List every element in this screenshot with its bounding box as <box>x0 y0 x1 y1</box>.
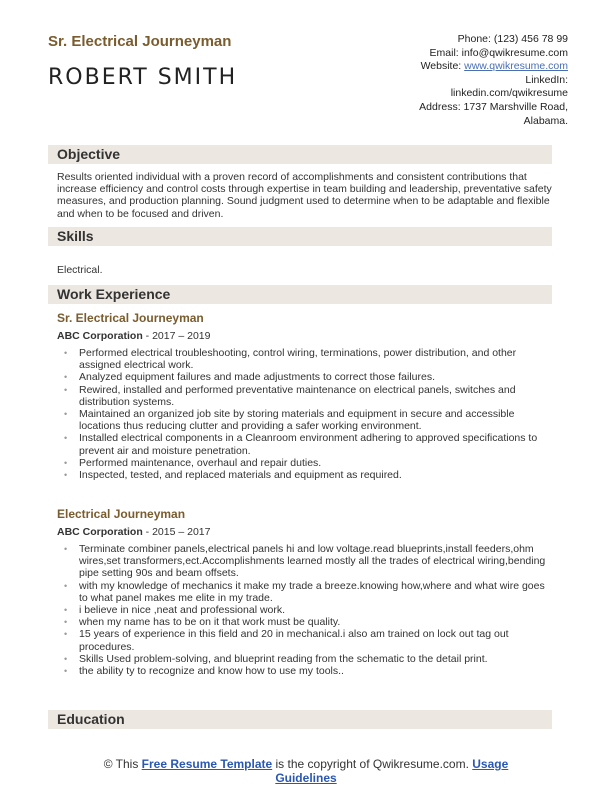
job-2-bullet-6: • Skills Used problem-solving, and blueprint reading from the schematic to the detail print. <box>57 653 552 665</box>
job-2-bullet-3: • i believe in nice ,neat and professional work. <box>57 604 552 616</box>
job-2-bullet-7: • the ability ty to recognize and know how to use my tools.. <box>57 665 552 677</box>
contact-address-line1: Address: 1737 Marshville Road, <box>419 100 568 113</box>
education-heading: Education <box>57 711 125 727</box>
job-2-bullet-4: • when my name has to be on it that work must be quality. <box>57 616 552 628</box>
job-1-bullet-6: • Performed maintenance, overhaul and repair duties. <box>57 457 552 469</box>
work-experience-section-header <box>48 285 552 304</box>
job-2-bullet-2: • with my knowledge of mechanics it make my trade a breeze.knowing how,where and what wire goes to what panel makes me elite in my trade. <box>57 580 552 604</box>
footer-prefix: © This <box>103 757 142 771</box>
objective-heading: Objective <box>57 146 121 162</box>
job-1-company: ABC Corporation <box>57 330 143 342</box>
work-experience-heading: Work Experience <box>57 286 171 302</box>
job-2-bullet-5: • 15 years of experience in this field and 20 in mechanical.i also am trained on lock out tag out procedures. <box>57 628 552 652</box>
job-2-bullets <box>57 543 552 677</box>
job-1-title: Sr. Electrical Journeyman <box>57 311 204 325</box>
job-1-bullets <box>57 347 552 481</box>
contact-email: Email: info@qwikresume.com <box>429 46 568 59</box>
footer-middle: is the copyright of Qwikresume.com. <box>272 757 473 771</box>
job-1-bullet-4: • Maintained an organized job site by storing materials and equipment in secure and accessible locations thus reducing clutter and providing a safer working environment. <box>57 408 552 432</box>
contact-phone: Phone: (123) 456 78 99 <box>457 33 568 45</box>
job-1-bullet-1: • Performed electrical troubleshooting, control wiring, terminations, power distribution, and other assigned electrical work. <box>57 347 552 371</box>
usage-link[interactable]: Usage <box>472 757 509 771</box>
candidate-name: ROBERT SMITH <box>48 65 238 90</box>
header-job-title: Sr. Electrical Journeyman <box>48 33 232 50</box>
job-1-bullet-7: • Inspected, tested, and replaced materials and equipment as required. <box>57 469 552 481</box>
contact-address-line2: Alabama. <box>523 114 568 127</box>
free-resume-template-link[interactable]: Free Resume Template <box>141 757 273 771</box>
job-1-bullet-2: • Analyzed equipment failures and made adjustments to correct those failures. <box>57 371 552 383</box>
objective-section-header <box>48 145 552 164</box>
job-1-bullet-3: • Rewired, installed and performed preventative maintenance on electrical panels, switches and distribution systems. <box>57 384 552 408</box>
job-2-bullet-1: • Terminate combiner panels,electrical panels hi and low voltage.read blueprints,install feeders,ohm wires,set transformers,ect.Accomplishments learned mostly all the trades of electrical wiring,bending pipe setting 90s and beam offsets. <box>57 543 552 580</box>
contact-linkedin-value: linkedin.com/qwikresume <box>450 87 568 100</box>
skills-section-header <box>48 227 552 246</box>
copyright-footer <box>0 757 612 785</box>
website-link[interactable]: www.qwikresume.com <box>464 60 568 73</box>
objective-text: Results oriented individual with a proven record of accomplishments and consistent contributions that increase efficiency and control costs through expertise in team building and leadership, preventative safety measures, and production planning. Sound judgment used to determine when to be adaptable and flexible and when to be focused and driven. <box>57 171 552 220</box>
job-1-dates: - 2017 – 2019 <box>142 330 211 342</box>
job-2-dates: - 2015 – 2017 <box>142 526 211 538</box>
job-2-title: Electrical Journeyman <box>57 507 186 521</box>
education-section-header <box>48 710 552 729</box>
job-entry-2 <box>57 507 552 677</box>
contact-block <box>378 33 568 128</box>
job-2-company: ABC Corporation <box>57 526 143 538</box>
skills-heading: Skills <box>57 228 94 244</box>
contact-website <box>378 60 568 74</box>
contact-linkedin-label: LinkedIn: <box>525 73 568 86</box>
guidelines-link[interactable]: Guidelines <box>275 771 337 785</box>
job-2-company-line <box>57 526 552 538</box>
job-entry-1 <box>57 311 552 481</box>
job-1-bullet-5: • Installed electrical components in a Cleanroom environment adhering to approved specifications to prevent air and moisture penetration. <box>57 432 552 456</box>
job-1-company-line <box>57 330 552 342</box>
resume-header <box>48 33 568 133</box>
skills-text: Electrical. <box>57 264 103 276</box>
website-label: Website: <box>420 60 465 73</box>
